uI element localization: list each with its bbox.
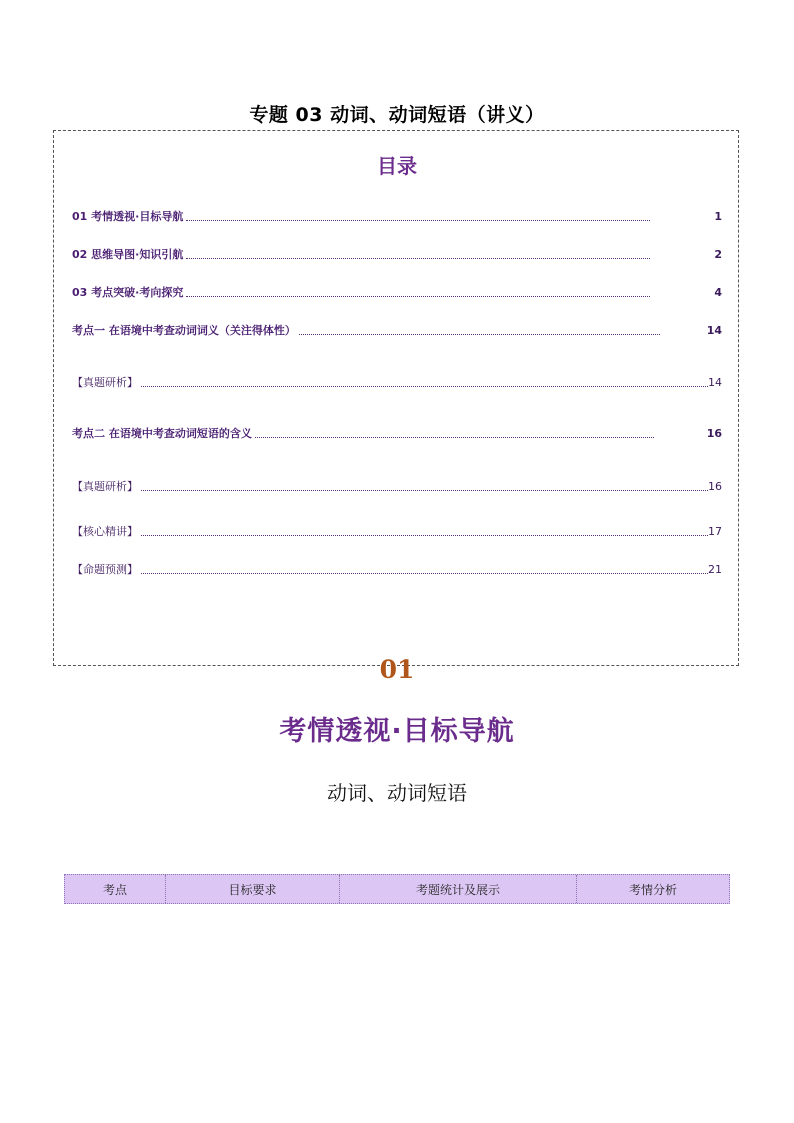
table-header-cell: 考情分析 <box>628 882 677 897</box>
toc-entry-label: 【真题研析】 <box>72 376 138 389</box>
toc-entry-yuce[interactable] <box>72 563 708 577</box>
toc-entry-page: 17 <box>708 525 722 538</box>
toc-leader-dots <box>186 220 650 221</box>
toc-leader-dots <box>299 334 660 335</box>
toc-entry-label: 考点二 在语境中考查动词短语的含义 <box>72 427 252 440</box>
toc-entry-page: 2 <box>714 248 722 261</box>
toc-leader-dots <box>255 437 654 438</box>
toc-leader-dots <box>141 386 708 387</box>
toc-entry-label: 【核心精讲】 <box>72 525 138 538</box>
toc-leader-dots <box>186 296 650 297</box>
toc-entry-page: 14 <box>708 376 722 389</box>
section-title: 考情透视·目标导航 <box>279 716 515 747</box>
toc-entry-kaodian-2[interactable] <box>72 427 654 441</box>
table-header-cell: 目标要求 <box>166 875 340 903</box>
toc-entry-hexin[interactable] <box>72 525 708 539</box>
toc-entry-page: 16 <box>706 427 722 440</box>
table-header-cell: 考题统计及展示 <box>340 875 577 903</box>
toc-entry-page: 14 <box>706 324 722 337</box>
toc-entry-3[interactable] <box>72 286 650 300</box>
table-header-row <box>64 874 730 904</box>
toc-entry-label: 【命题预测】 <box>72 563 138 576</box>
toc-entry-zhenti-2[interactable] <box>72 480 708 494</box>
toc-leader-dots <box>141 535 708 536</box>
toc-entry-label: 【真题研析】 <box>72 480 138 493</box>
toc-entry-label: 03 考点突破·考向探究 <box>72 286 184 299</box>
toc-entry-kaodian-1[interactable] <box>72 324 660 338</box>
toc-entry-1[interactable] <box>72 210 650 224</box>
toc-entry-label: 02 思维导图·知识引航 <box>72 248 184 261</box>
toc-entry-label: 考点一 在语境中考查动词词义（关注得体性） <box>72 324 296 337</box>
section-subtitle: 动词、动词短语 <box>327 781 467 805</box>
toc-entry-label: 01 考情透视·目标导航 <box>72 210 184 223</box>
toc-leader-dots <box>186 258 650 259</box>
toc-entry-page: 16 <box>708 480 722 493</box>
toc-leader-dots <box>141 490 708 491</box>
toc-entry-page: 21 <box>708 563 722 576</box>
toc-heading: 目录 <box>377 154 417 178</box>
section-number: 01 <box>379 655 415 684</box>
table-header-cell: 考点 <box>65 875 166 903</box>
toc-entry-2[interactable] <box>72 248 650 262</box>
document-title: 专题 03 动词、动词短语（讲义） <box>249 104 545 126</box>
toc-entry-page: 4 <box>714 286 722 299</box>
toc-entry-zhenti-1[interactable] <box>72 376 708 390</box>
toc-entry-page: 1 <box>714 210 722 223</box>
toc-leader-dots <box>141 573 708 574</box>
